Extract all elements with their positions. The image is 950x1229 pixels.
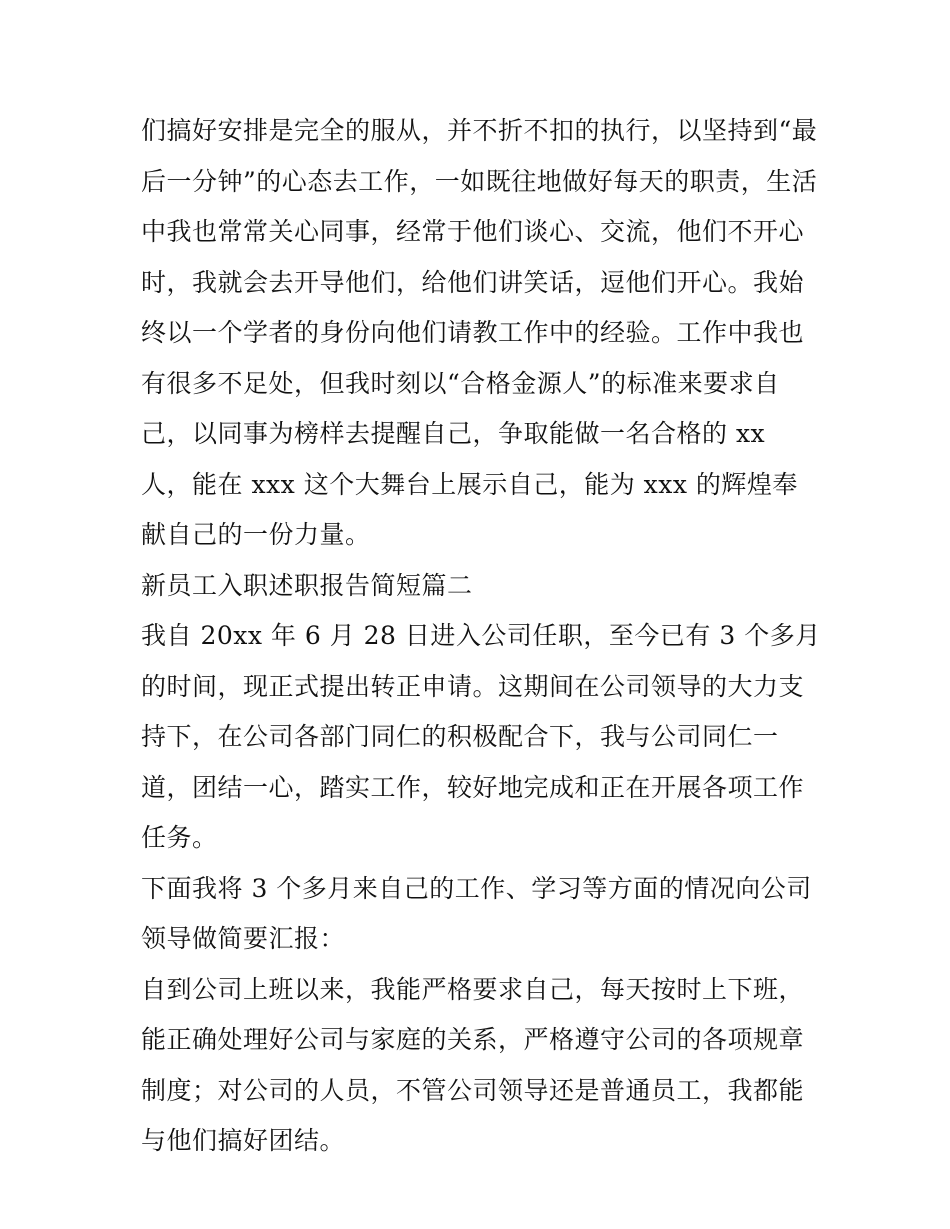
document-body	[141, 106, 821, 1167]
paragraph-continuation: 们搞好安排是完全的服从，并不折不扣的执行，以坚持到“最后一分钟”的心态去工作，一如既往地做好每天的职责，生活中我也常常关心同事，经常于他们谈心、交流，他们不开心时，我就会去开导他们，给他们讲笑话，逗他们开心。我始终以一个学者的身份向他们请教工作中的经验。工作中我也有很多不足处，但我时刻以“合格金源人”的标准来要求自己，以同事为榜样去提醒自己，争取能做一名合格的 xx 人，能在 xxx 这个大舞台上展示自己，能为 xxx 的辉煌奉献自己的一份力量。	[141, 116, 818, 549]
section-heading: 新员工入职述职报告简短篇二	[141, 570, 473, 600]
paragraph-report-lead: 下面我将 3 个多月来自己的工作、学习等方面的情况向公司领导做简要汇报：	[141, 873, 812, 953]
paragraph-discipline: 自到公司上班以来，我能严格要求自己，每天按时上下班，能正确处理好公司与家庭的关系，严格遵守公司的各项规章制度；对公司的人员，不管公司领导还是普通员工，我都能与他们搞好团结。	[141, 974, 805, 1155]
paragraph-intro: 我自 20xx 年 6 月 28 日进入公司任职，至今已有 3 个多月的时间，现正式提出转正申请。这期间在公司领导的大力支持下，在公司各部门同仁的积极配合下，我与公司同仁一道，团结一心，踏实工作，较好地完成和正在开展各项工作任务。	[141, 621, 821, 852]
